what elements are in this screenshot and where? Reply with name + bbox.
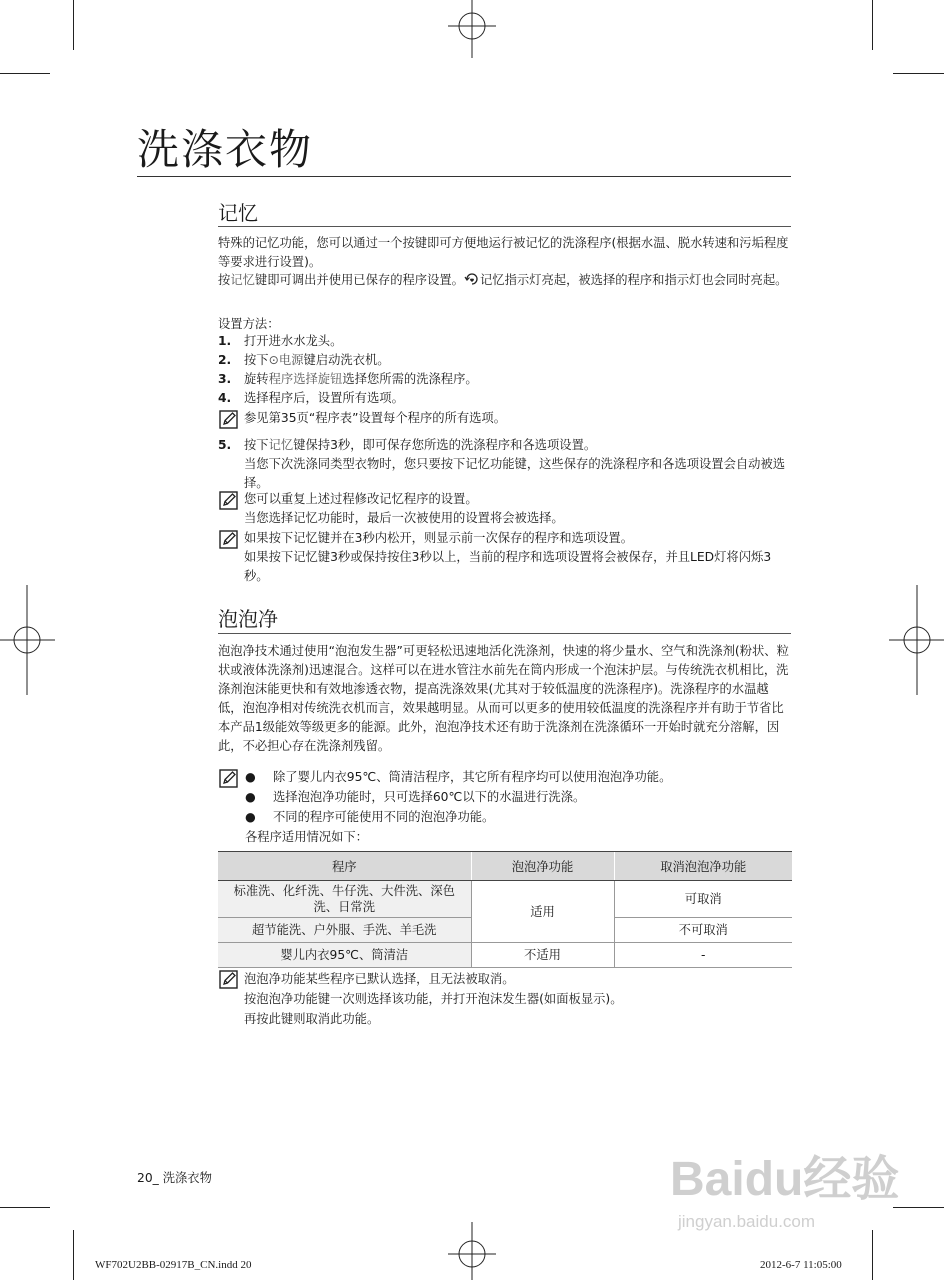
bullet-text: 除了婴儿内衣95℃、筒清洁程序，其它所有程序均可以使用泡泡净功能。 (273, 770, 672, 784)
step-text: 键保持3秒，即可保存您所选的洗涤程序和各选项设置。 (293, 438, 597, 452)
table-cell: 超节能洗、户外服、手洗、羊毛洗 (218, 918, 471, 943)
step-1 (218, 332, 792, 351)
step-text: 当您下次洗涤同类型衣物时，您只要按下记忆功能键，这些保存的洗涤程序和各选项设置会自动被选择。 (244, 457, 786, 490)
table-row (218, 943, 792, 968)
table-cell: 不适用 (471, 943, 614, 968)
page-title: 洗涤衣物 (137, 125, 314, 174)
note-icon (219, 410, 239, 435)
note-text: 按泡泡净功能键一次则选择该功能，并打开泡沫发生器(如面板显示)。 (244, 992, 623, 1006)
registration-mark-right (884, 585, 944, 695)
step-text: 旋转 (244, 372, 269, 386)
baidu-watermark (670, 1140, 910, 1250)
table-cell: 标准洗、化纤洗、牛仔洗、大件洗、深色洗、日常洗 (218, 881, 471, 918)
date-slug: 2012-6-7 11:05:00 (760, 1259, 842, 1271)
step-text: 按下 (244, 353, 269, 367)
title-divider (137, 176, 791, 177)
page-footer: 20_ 洗涤衣物 (137, 1171, 212, 1185)
note-text: 再按此键则取消此功能。 (244, 1012, 380, 1026)
table-cell: - (614, 943, 792, 968)
watermark-brand: Baidu经验 (670, 1153, 900, 1206)
table-header-cancel: 取消泡泡净功能 (614, 852, 792, 881)
note-icon (219, 491, 239, 516)
table-cell: 婴儿内衣95℃、筒清洁 (218, 943, 471, 968)
table-header-bubble: 泡泡净功能 (471, 852, 614, 881)
note-icon (219, 769, 239, 792)
step-number: 3. (218, 372, 232, 386)
bubble-heading: 泡泡净 (218, 607, 278, 631)
bullet-text: 不同的程序可能使用不同的泡泡净功能。 (273, 810, 495, 824)
memory-intro-2-c: 记忆指示灯亮起，被选择的程序和指示灯也会同时亮起。 (479, 273, 788, 287)
note-text: 当您选择记忆功能时，最后一次被使用的设置将会被选择。 (244, 511, 564, 525)
method-label: 设置方法： (218, 317, 280, 331)
bullet-icon: ● (245, 790, 256, 804)
power-key-label: ⊙电源 (268, 353, 304, 367)
watermark-url: jingyan.baidu.com (678, 1212, 816, 1231)
step-5 (218, 436, 792, 490)
bubble-heading-divider (218, 633, 791, 634)
table-row (218, 881, 792, 918)
step-3 (218, 370, 792, 389)
step-2 (218, 351, 792, 370)
note-text: 泡泡净功能某些程序已默认选择，且无法被取消。 (244, 972, 515, 986)
memory-heading: 记忆 (218, 201, 258, 225)
step-number: 1. (218, 334, 232, 348)
step-4 (218, 389, 792, 408)
note-text: 如果按下记忆键并在3秒内松开，则显示前一次保存的程序和选项设置。 (244, 531, 634, 545)
registration-mark-top (440, 0, 504, 60)
step-number: 4. (218, 391, 232, 405)
bullet-icon: ● (245, 810, 256, 824)
step-number: 5. (218, 438, 232, 452)
memory-intro-2-a: 按 (218, 273, 231, 287)
table-cell: 不可取消 (614, 918, 792, 943)
step-text: 键启动洗衣机。 (303, 353, 390, 367)
table-intro: 各程序适用情况如下： (245, 830, 368, 844)
program-dial-label: 程序选择旋钮 (268, 372, 343, 386)
memory-key-label: 记忆 (230, 273, 255, 287)
step-number: 2. (218, 353, 232, 367)
bubble-paragraph: 泡泡净技术通过使用“泡泡发生器”可更轻松迅速地活化洗涤剂，快速的将少量水、空气和洗涤剂(粉状、粒状或液体洗涤剂)迅速混合。这样可以在进水管注水前先在筒内形成一个泡沫护层。与传统洗衣机相比，洗涤剂泡沫能更快和有效地渗透衣物，提高洗涤效果(尤其对于较低温度的洗涤程序)。洗涤程序的水温越低，泡泡净相对传统洗衣机而言，效果越明显。从而可以更多的使用较低温度的洗涤程序并有助于节省比本产品1级能效等级更多的能源。此外，泡泡净技术还有助于洗涤剂在洗涤循环一开始时就充分溶解，因此，不必担心存在洗涤剂残留。 (218, 644, 789, 753)
table-cell: 可取消 (614, 881, 792, 918)
bullet-icon: ● (245, 770, 256, 784)
memory-key-label: 记忆 (268, 438, 294, 452)
memory-intro-2-b: 键即可调出并使用已保存的程序设置。 (254, 273, 464, 287)
registration-mark-left (0, 585, 60, 695)
note-icon (219, 970, 239, 995)
memory-intro-1: 特殊的记忆功能，您可以通过一个按键即可方便地运行被记忆的洗涤程序(根据水温、脱水转速和污垢程度等要求进行设置)。 (218, 236, 789, 269)
bullet-text: 选择泡泡净功能时，只可选择60℃以下的水温进行洗涤。 (273, 790, 586, 804)
file-slug: WF702U2BB-02917B_CN.indd 20 (95, 1259, 252, 1271)
table-cell: 适用 (471, 881, 614, 943)
memory-indicator-icon (464, 272, 480, 286)
step-text: 选择程序后，设置所有选项。 (244, 391, 404, 405)
memory-heading-divider (218, 226, 791, 227)
note-text: 您可以重复上述过程修改记忆程序的设置。 (244, 492, 478, 506)
note-text: 参见第35页“程序表”设置每个程序的所有选项。 (244, 411, 507, 425)
step-text: 打开进水水龙头。 (244, 334, 343, 348)
memory-intro-2 (218, 271, 792, 290)
step-text: 按下 (244, 438, 269, 452)
table-header-program: 程序 (218, 852, 471, 881)
registration-mark-bottom (440, 1220, 504, 1280)
note-icon (219, 530, 239, 555)
bubble-program-table (218, 851, 792, 968)
step-text: 选择您所需的洗涤程序。 (342, 372, 478, 386)
note-text: 如果按下记忆键3秒或保持按住3秒以上，当前的程序和选项设置将会被保存，并且LED灯将闪烁3秒。 (244, 550, 772, 583)
